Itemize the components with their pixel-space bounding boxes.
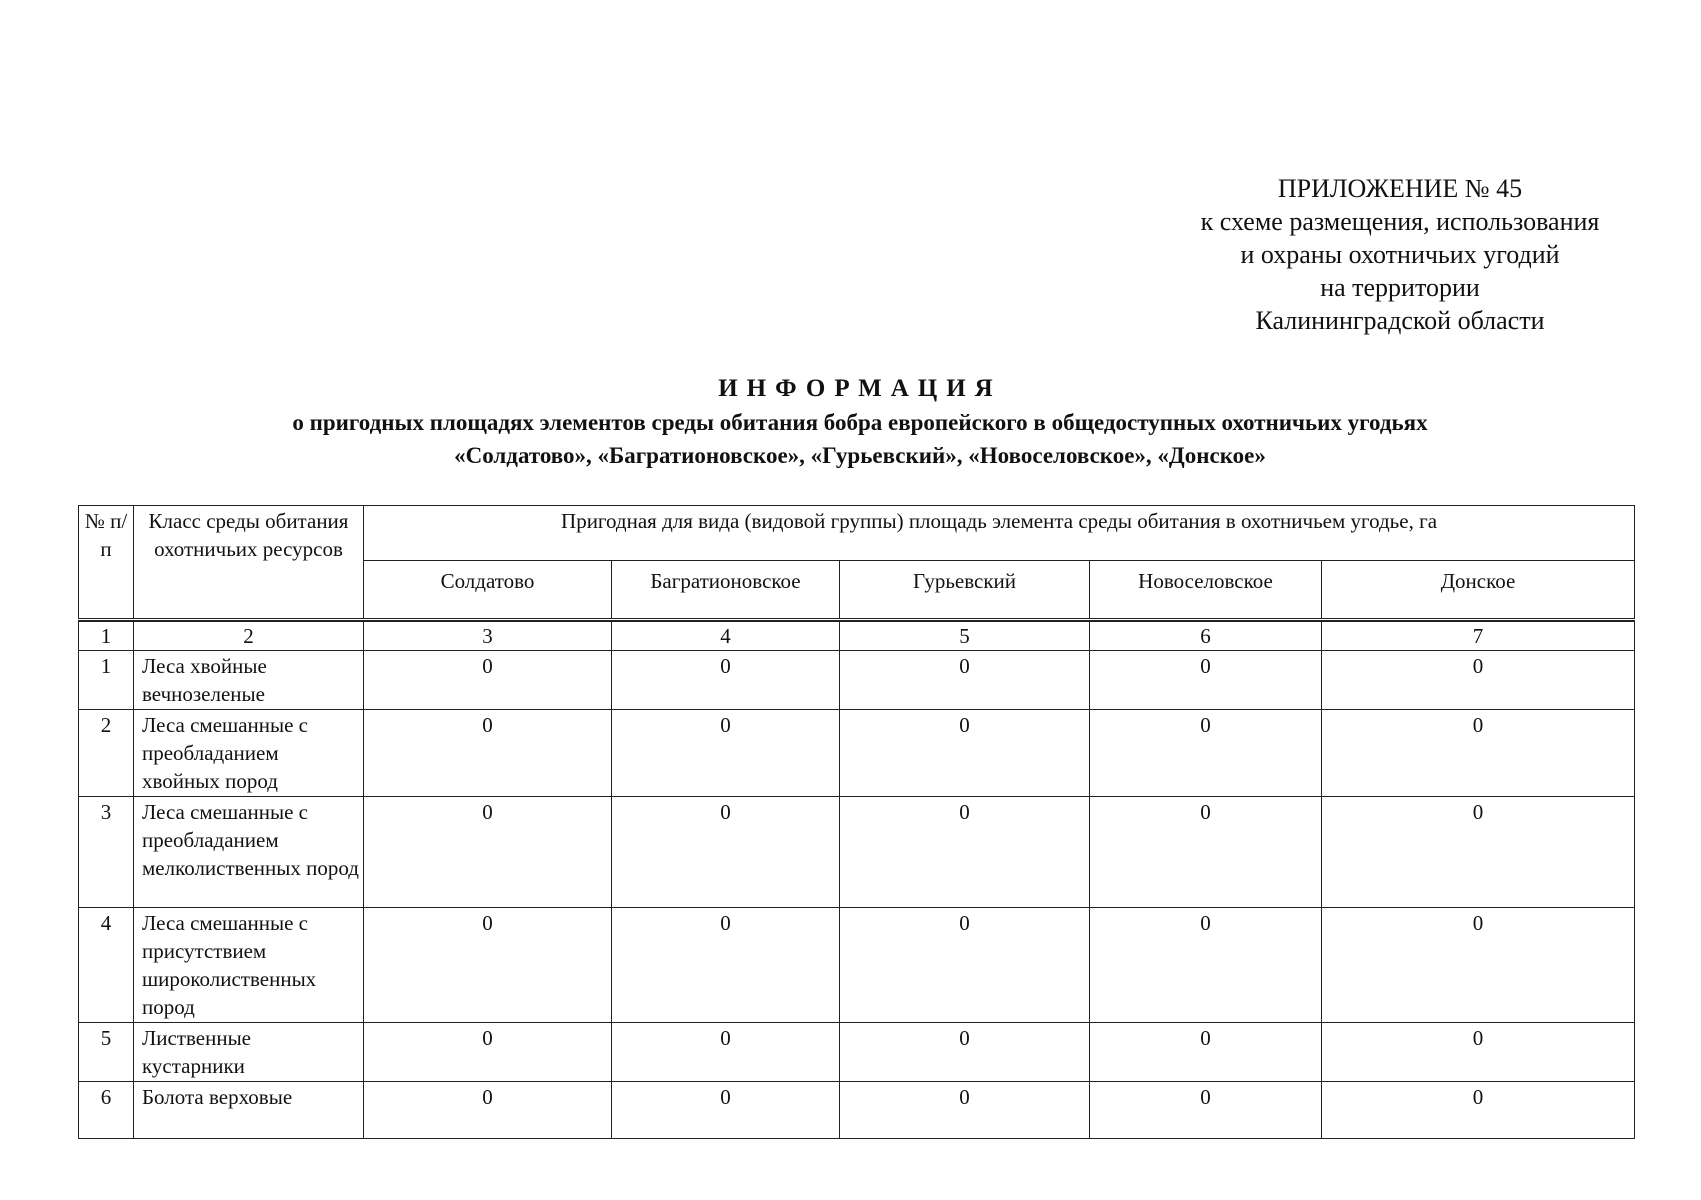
- title-subtitle-areas: «Солдатово», «Багратионовское», «Гурьевский», «Новоселовское», «Донское»: [454, 443, 1266, 468]
- row-value: 0: [612, 1023, 840, 1082]
- header-column: Донское: [1322, 561, 1635, 620]
- row-value: 0: [612, 710, 840, 797]
- column-number: 6: [1090, 622, 1322, 651]
- row-habitat-class: Болота верховые: [134, 1082, 364, 1139]
- row-value: 0: [1322, 651, 1635, 710]
- table-row: [79, 908, 1635, 1023]
- header-column: Гурьевский: [840, 561, 1090, 620]
- column-number: 4: [612, 622, 840, 651]
- row-value: 0: [840, 710, 1090, 797]
- row-value: 0: [1090, 908, 1322, 1023]
- appendix-line: на территории: [1320, 273, 1480, 302]
- row-value: 0: [840, 651, 1090, 710]
- row-habitat-class: Леса хвойные вечнозеленые: [134, 651, 364, 710]
- column-number: 1: [79, 622, 134, 651]
- row-value: 0: [1090, 651, 1322, 710]
- row-value: 0: [364, 797, 612, 908]
- row-value: 0: [1322, 797, 1635, 908]
- header-area: Пригодная для вида (видовой группы) площадь элемента среды обитания в охотничьем угодье, га: [364, 506, 1635, 561]
- column-number: 5: [840, 622, 1090, 651]
- appendix-number: ПРИЛОЖЕНИЕ № 45: [1277, 174, 1523, 203]
- row-value: 0: [612, 908, 840, 1023]
- row-value: 0: [1090, 1023, 1322, 1082]
- info-table: [78, 505, 1635, 1139]
- row-value: 0: [840, 908, 1090, 1023]
- row-value: 0: [1322, 710, 1635, 797]
- title-subtitle: о пригодных площадях элементов среды обитания бобра европейского в общедоступных охотничьих угодьях: [292, 410, 1428, 435]
- row-value: 0: [364, 908, 612, 1023]
- column-number: 2: [134, 622, 364, 651]
- column-number: 3: [364, 622, 612, 651]
- header-column: Багратионовское: [612, 561, 840, 620]
- title-main: ИНФОРМАЦИЯ: [718, 375, 1002, 402]
- row-number: 5: [79, 1023, 134, 1082]
- row-value: 0: [364, 1082, 612, 1139]
- row-value: 0: [1322, 1082, 1635, 1139]
- row-habitat-class: Леса смешанные с преобладанием мелколиственных пород: [134, 797, 364, 908]
- row-number: 4: [79, 908, 134, 1023]
- row-value: 0: [612, 797, 840, 908]
- header-column: Новоселовское: [1090, 561, 1322, 620]
- row-number: 1: [79, 651, 134, 710]
- header-class: Класс среды обитания охотничьих ресурсов: [134, 506, 364, 620]
- table-row: [79, 651, 1635, 710]
- table-row: [79, 797, 1635, 908]
- table-row: [79, 1082, 1635, 1139]
- row-value: 0: [612, 651, 840, 710]
- column-number: 7: [1322, 622, 1635, 651]
- row-value: 0: [1090, 710, 1322, 797]
- table-header-row: [79, 506, 1635, 561]
- row-value: 0: [840, 1023, 1090, 1082]
- row-value: 0: [1090, 797, 1322, 908]
- appendix-line: и охраны охотничьих угодий: [1240, 240, 1560, 269]
- row-number: 2: [79, 710, 134, 797]
- row-value: 0: [1090, 1082, 1322, 1139]
- table-row: [79, 710, 1635, 797]
- row-value: 0: [364, 651, 612, 710]
- document-title: [60, 372, 1660, 472]
- column-number-row: [79, 622, 1635, 651]
- appendix-line: к схеме размещения, использования: [1200, 207, 1600, 236]
- row-number: 6: [79, 1082, 134, 1139]
- row-value: 0: [1322, 1023, 1635, 1082]
- header-column: Солдатово: [364, 561, 612, 620]
- row-number: 3: [79, 797, 134, 908]
- appendix-line: Калининградской области: [1255, 306, 1545, 335]
- row-habitat-class: Леса смешанные с преобладанием хвойных пород: [134, 710, 364, 797]
- row-habitat-class: Лиственные кустарники: [134, 1023, 364, 1082]
- row-value: 0: [364, 1023, 612, 1082]
- row-value: 0: [612, 1082, 840, 1139]
- header-num: № п/п: [79, 506, 134, 620]
- table-row: [79, 1023, 1635, 1082]
- row-value: 0: [1322, 908, 1635, 1023]
- row-value: 0: [364, 710, 612, 797]
- appendix-header: [1150, 172, 1650, 337]
- row-value: 0: [840, 1082, 1090, 1139]
- row-habitat-class: Леса смешанные с присутствием широколиственных пород: [134, 908, 364, 1023]
- row-value: 0: [840, 797, 1090, 908]
